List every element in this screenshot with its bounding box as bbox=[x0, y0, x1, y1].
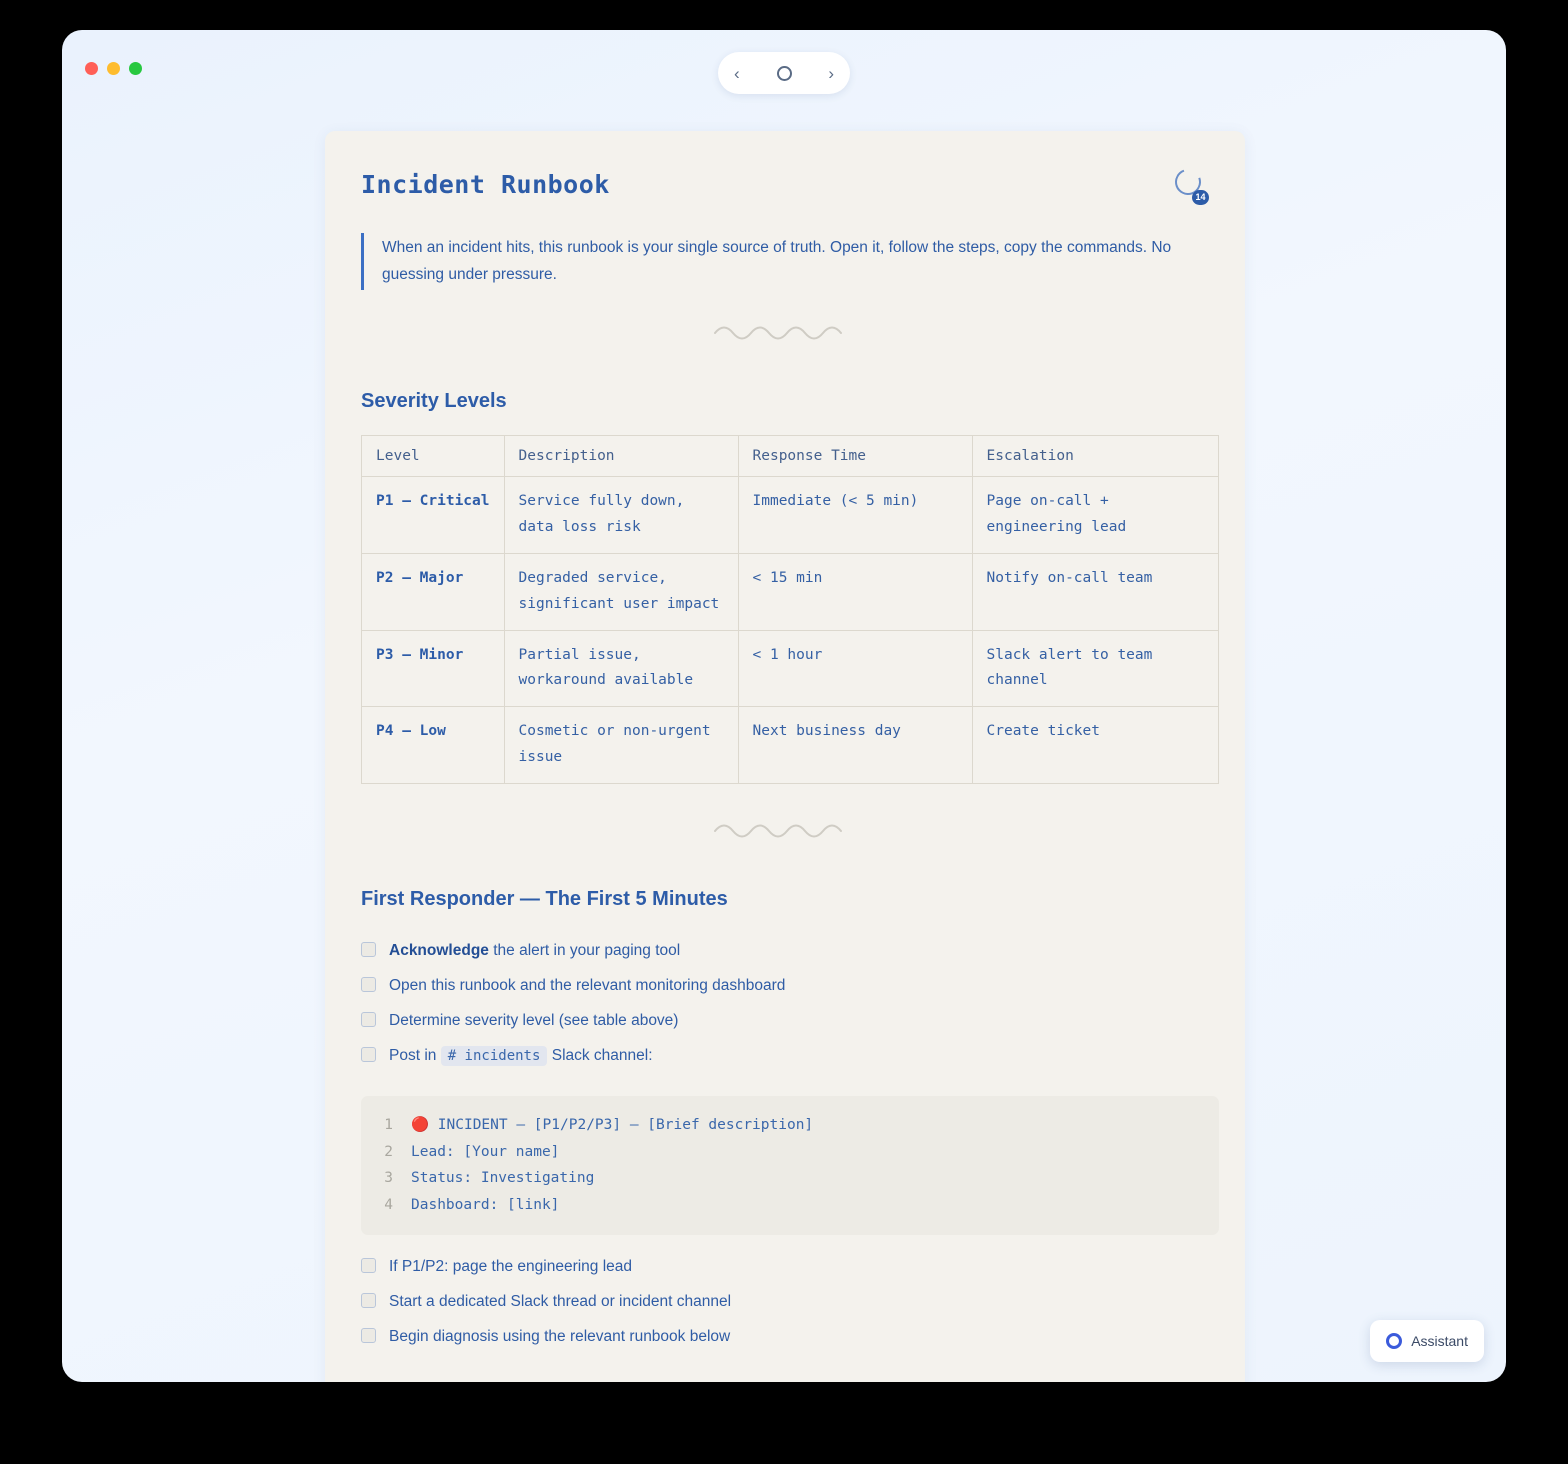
list-item-strong: Acknowledge bbox=[389, 941, 489, 959]
line-number: 3 bbox=[384, 1170, 393, 1187]
checkbox[interactable] bbox=[361, 1047, 376, 1062]
cell-description: Partial issue, workaround available bbox=[504, 630, 738, 707]
column-description: Description bbox=[504, 436, 738, 477]
stop-circle-icon[interactable] bbox=[777, 66, 792, 81]
cell-response: < 1 hour bbox=[738, 630, 972, 707]
list-item[interactable] bbox=[361, 1284, 1209, 1319]
code-line bbox=[379, 1192, 1201, 1219]
table-row bbox=[362, 630, 1219, 707]
list-item-label bbox=[389, 939, 680, 962]
cell-level: P1 — Critical bbox=[362, 477, 505, 554]
line-number: 4 bbox=[384, 1197, 393, 1214]
cell-level: P4 — Low bbox=[362, 707, 505, 784]
cell-response: Next business day bbox=[738, 707, 972, 784]
post-pre-text: Post in bbox=[389, 1047, 441, 1065]
assistant-label: Assistant bbox=[1411, 1333, 1468, 1349]
column-level: Level bbox=[362, 436, 505, 477]
cell-description: Service fully down, data loss risk bbox=[504, 477, 738, 554]
cell-escalation: Notify on-call team bbox=[972, 553, 1219, 630]
checkbox[interactable] bbox=[361, 1293, 376, 1308]
cell-response: Immediate (< 5 min) bbox=[738, 477, 972, 554]
slack-channel-chip[interactable]: # incidents bbox=[441, 1046, 548, 1066]
line-number: 2 bbox=[384, 1143, 393, 1160]
forward-icon[interactable]: › bbox=[828, 63, 834, 83]
cell-response: < 15 min bbox=[738, 553, 972, 630]
traffic-lights bbox=[85, 62, 142, 75]
code-text: Status: Investigating bbox=[411, 1170, 595, 1187]
cell-escalation: Page on-call + engineering lead bbox=[972, 477, 1219, 554]
checkbox[interactable] bbox=[361, 1012, 376, 1027]
back-icon[interactable]: ‹ bbox=[734, 63, 740, 83]
line-number: 1 bbox=[384, 1116, 393, 1133]
severity-table bbox=[361, 435, 1219, 783]
badge-count: 14 bbox=[1192, 190, 1209, 205]
navigation-pill bbox=[718, 52, 850, 94]
list-item-label bbox=[389, 1044, 653, 1067]
browser-window bbox=[62, 30, 1506, 1382]
maximize-window-button[interactable] bbox=[129, 62, 142, 75]
checkbox[interactable] bbox=[361, 942, 376, 957]
code-line bbox=[379, 1165, 1201, 1192]
intro-callout bbox=[361, 233, 1209, 290]
column-response-time: Response Time bbox=[738, 436, 972, 477]
list-item-label: If P1/P2: page the engineering lead bbox=[389, 1257, 633, 1275]
cell-escalation: Create ticket bbox=[972, 707, 1219, 784]
list-item[interactable] bbox=[361, 933, 1209, 968]
checkbox[interactable] bbox=[361, 1328, 376, 1343]
progress-badge[interactable] bbox=[1175, 169, 1209, 203]
first-responder-heading: First Responder — The First 5 Minutes bbox=[361, 887, 728, 910]
list-item[interactable] bbox=[361, 1038, 1209, 1073]
code-text: Lead: [Your name] bbox=[411, 1143, 560, 1160]
list-item-rest: the alert in your paging tool bbox=[488, 941, 681, 959]
cell-escalation: Slack alert to team channel bbox=[972, 630, 1219, 707]
list-item-label: Start a dedicated Slack thread or incident channel bbox=[389, 1293, 732, 1311]
assistant-icon bbox=[1386, 1333, 1402, 1349]
code-line bbox=[379, 1112, 1201, 1139]
minimize-window-button[interactable] bbox=[107, 62, 120, 75]
list-item-label: Begin diagnosis using the relevant runbook below bbox=[389, 1328, 731, 1346]
column-escalation: Escalation bbox=[972, 436, 1219, 477]
intro-text: When an incident hits, this runbook is your single source of truth. Open it, follow the steps, copy the commands. No guessing under pressure. bbox=[382, 239, 1172, 283]
list-item[interactable] bbox=[361, 968, 1209, 1003]
list-item-label: Determine severity level (see table above) bbox=[389, 1012, 679, 1030]
table-row bbox=[362, 553, 1219, 630]
page-title: Incident Runbook bbox=[361, 170, 610, 199]
squiggle-divider-2 bbox=[710, 818, 860, 844]
post-post-text: Slack channel: bbox=[547, 1047, 653, 1065]
cell-description: Degraded service, significant user impact bbox=[504, 553, 738, 630]
first-responder-checklist bbox=[361, 933, 1209, 1074]
code-text: 🔴 INCIDENT — [P1/P2/P3] — [Brief description] bbox=[411, 1116, 814, 1133]
checkbox[interactable] bbox=[361, 1258, 376, 1273]
cell-level: P3 — Minor bbox=[362, 630, 505, 707]
close-window-button[interactable] bbox=[85, 62, 98, 75]
list-item[interactable] bbox=[361, 1249, 1209, 1284]
cell-description: Cosmetic or non-urgent issue bbox=[504, 707, 738, 784]
list-item[interactable] bbox=[361, 1003, 1209, 1038]
checkbox[interactable] bbox=[361, 977, 376, 992]
table-header-row bbox=[362, 436, 1219, 477]
cell-level: P2 — Major bbox=[362, 553, 505, 630]
document-header bbox=[361, 165, 1209, 203]
squiggle-divider-1 bbox=[710, 320, 860, 346]
squiggle-divider-3 bbox=[710, 1377, 860, 1382]
document-page bbox=[325, 131, 1245, 1382]
list-item[interactable] bbox=[361, 1319, 1209, 1354]
table-row bbox=[362, 477, 1219, 554]
first-responder-checklist-after bbox=[361, 1249, 1209, 1355]
table-row bbox=[362, 707, 1219, 784]
code-block[interactable] bbox=[361, 1096, 1219, 1235]
code-line bbox=[379, 1139, 1201, 1166]
code-text: Dashboard: [link] bbox=[411, 1197, 560, 1214]
assistant-button[interactable] bbox=[1370, 1320, 1484, 1362]
list-item-label: Open this runbook and the relevant monitoring dashboard bbox=[389, 976, 786, 994]
title-bar bbox=[62, 30, 1506, 114]
severity-heading: Severity Levels bbox=[361, 390, 507, 413]
